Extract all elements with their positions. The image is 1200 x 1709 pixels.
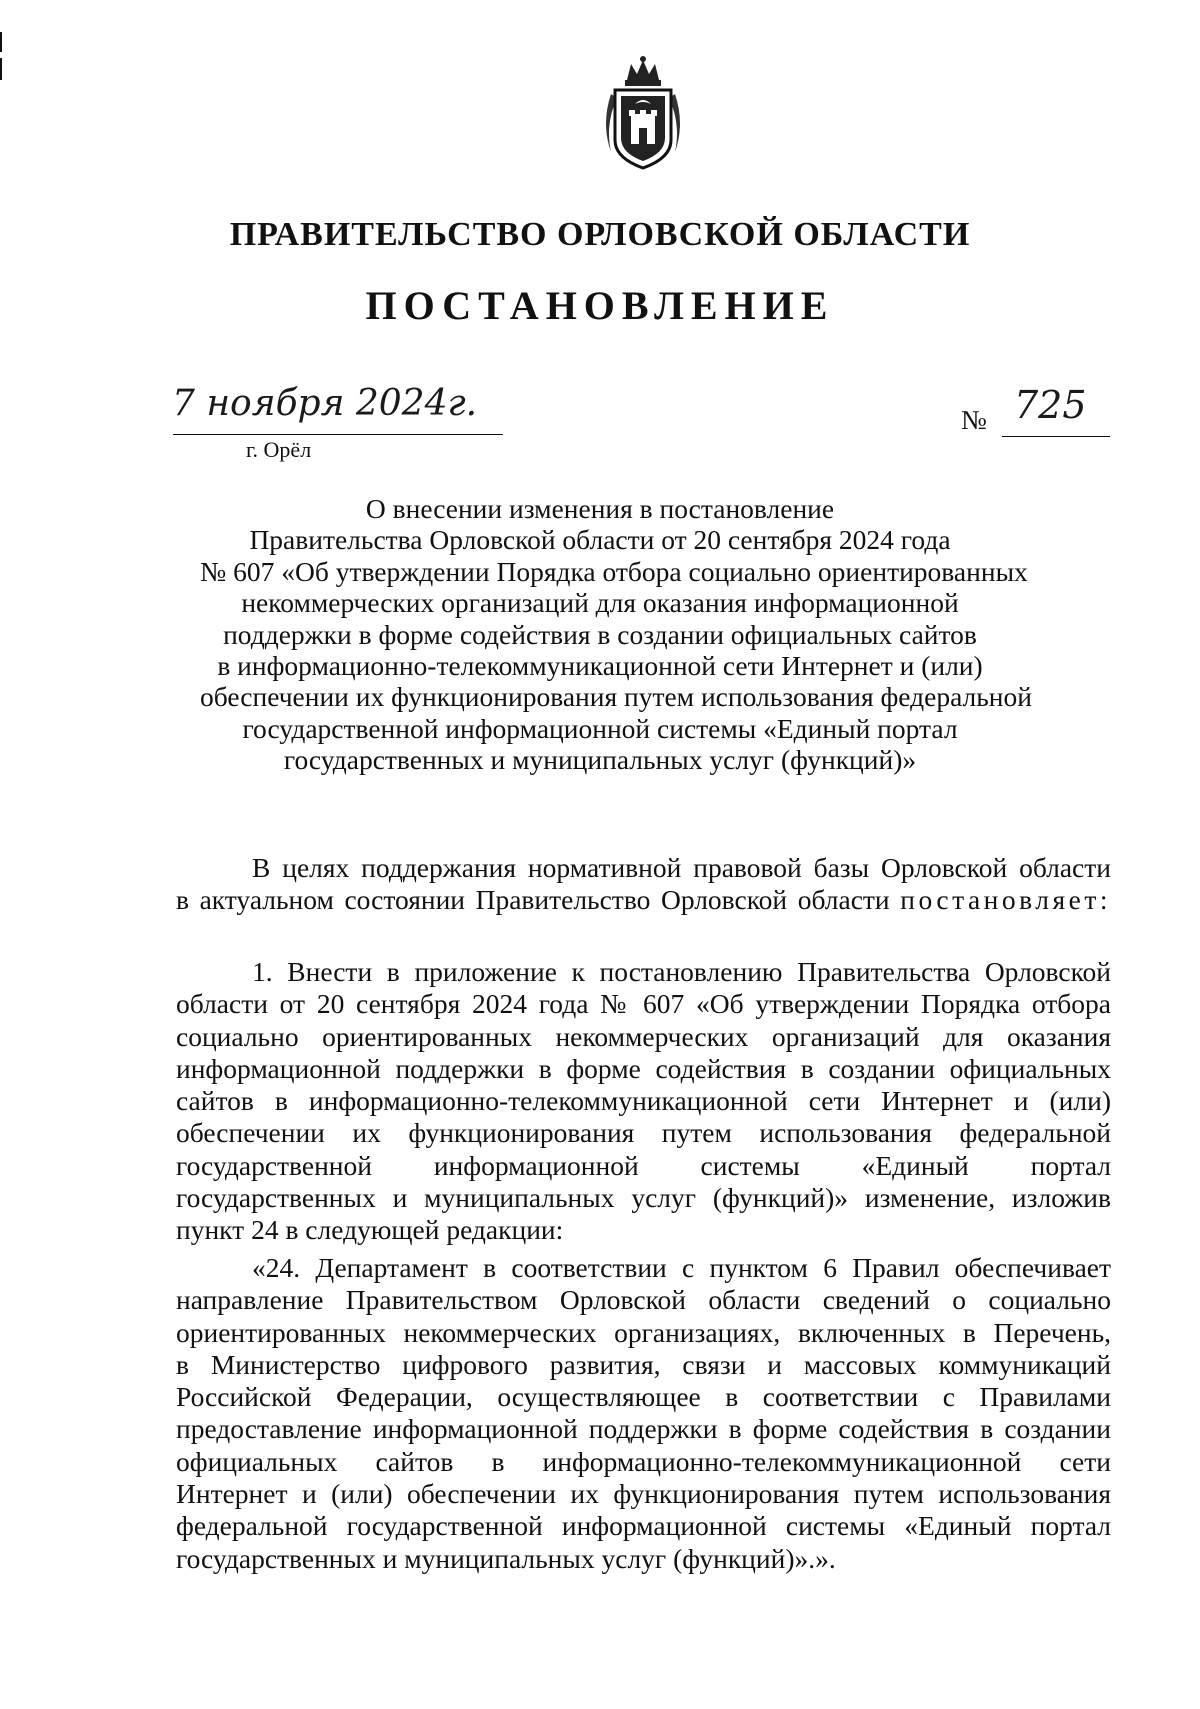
subject-line: Правительства Орловской области от 20 сентября 2024 года	[249, 524, 951, 556]
paragraph-line: направление Правительством Орловской области сведений о социально	[176, 1284, 1111, 1316]
subject-line: обеспечении их функционирования путем использования федеральной	[200, 681, 1032, 713]
paragraph-line: государственных и муниципальных услуг (функций)».».	[176, 1542, 836, 1574]
number-label: №	[961, 405, 987, 435]
paragraph-line: Интернет и (или) обеспечении их функционирования путем использования	[176, 1478, 1111, 1510]
scan-mark	[0, 58, 2, 80]
paragraph-line: информационной поддержки в форме содействия в создании официальных	[176, 1052, 1111, 1084]
paragraph-line: «24. Департамент в соответствии с пунктом 6 Правил обеспечивает	[252, 1252, 1111, 1283]
item-1-paragraph	[176, 956, 1111, 1247]
paragraph-line: в Министерство цифрового развития, связи и массовых коммуникаций	[176, 1348, 1111, 1380]
paragraph-line: сайтов в информационно-телекоммуникационной сети Интернет и (или)	[176, 1085, 1111, 1117]
scan-mark	[0, 32, 2, 52]
paragraph-line: государственных и муниципальных услуг (функций)» изменение, изложив	[176, 1182, 1111, 1214]
paragraph-line: предоставление информационной поддержки в форме содействия в создании	[176, 1413, 1111, 1445]
number-underline	[1002, 436, 1110, 437]
subject-line: О внесении изменения в постановление	[365, 493, 835, 524]
paragraph-line: социально ориентированных некоммерческих организаций для оказания	[176, 1020, 1111, 1052]
paragraph-line: государственной информационной системы «Единый портал	[176, 1149, 1111, 1181]
subject-line: № 607 «Об утверждении Порядка отбора социально ориентированных	[200, 555, 1028, 587]
coat-of-arms-icon	[597, 54, 689, 172]
preamble-paragraph	[176, 852, 1111, 917]
paragraph-line: обеспечении их функционирования путем использования федеральной	[176, 1117, 1111, 1149]
item-24-paragraph	[176, 1252, 1111, 1575]
handwritten-number: 725	[1014, 383, 1087, 427]
handwritten-date: 7 ноября 2024г.	[172, 383, 478, 424]
document-subject	[200, 493, 1032, 776]
paragraph-line: пункт 24 в следующей редакции:	[176, 1214, 564, 1246]
preamble-text: в актуальном состоянии Правительство Орловской области	[176, 884, 901, 916]
subject-line: некоммерческих организаций для оказания информационной	[241, 587, 959, 619]
paragraph-line: ориентированных некоммерческих организациях, включенных в Перечень,	[176, 1316, 1111, 1348]
paragraph-line	[176, 884, 1111, 916]
paragraph-line: 1. Внести в приложение к постановлению Правительства Орловской	[252, 956, 1111, 987]
paragraph-line: официальных сайтов в информационно-телекоммуникационной сети	[176, 1445, 1111, 1477]
paragraph-line: Российской Федерации, осуществляющее в соответствии с Правилами	[176, 1381, 1111, 1413]
organization-title: ПРАВИТЕЛЬСТВО ОРЛОВСКОЙ ОБЛАСТИ	[229, 216, 971, 253]
subject-line: государственной информационной системы «Единый портал	[242, 712, 958, 744]
subject-line: государственных и муниципальных услуг (функций)»	[283, 744, 917, 776]
city-label: г. Орёл	[246, 437, 312, 462]
paragraph-line: В целях поддержания нормативной правовой базы Орловской области	[252, 852, 1111, 883]
document-type-title: ПОСТАНОВЛЕНИЕ	[365, 283, 835, 328]
date-underline	[173, 434, 503, 435]
paragraph-line: федеральной государственной информационной системы «Единый портал	[176, 1510, 1111, 1542]
paragraph-line: области от 20 сентября 2024 года № 607 «Об утверждении Порядка отбора	[176, 988, 1111, 1020]
subject-line: поддержки в форме содействия в создании официальных сайтов	[223, 618, 977, 650]
resolves-word: постановляет:	[900, 884, 1111, 916]
subject-line: в информационно-телекоммуникационной сети Интернет и (или)	[217, 650, 983, 682]
